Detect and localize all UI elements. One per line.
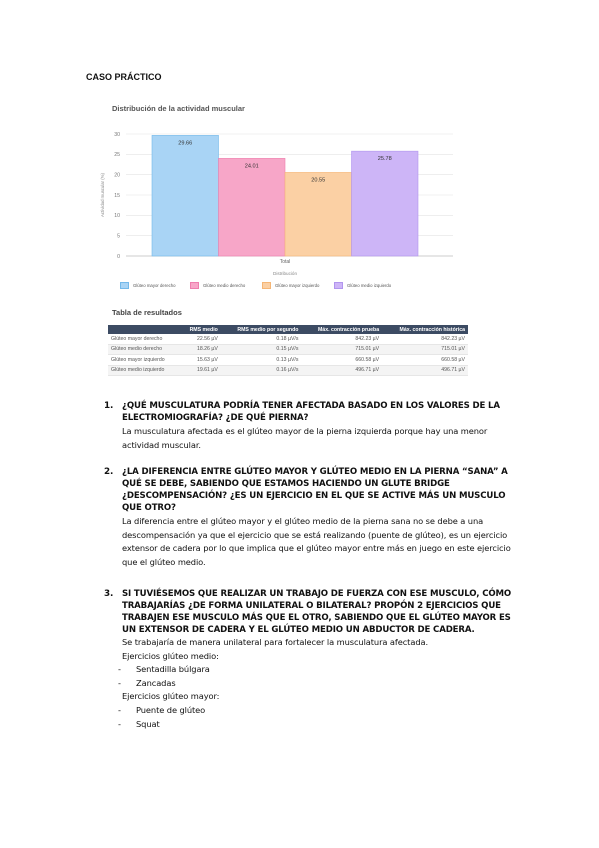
bar bbox=[152, 135, 219, 256]
bullet-dash: - bbox=[118, 677, 121, 688]
table-header-cell: Máx. contracción histórica bbox=[382, 325, 468, 334]
question-2 bbox=[104, 466, 522, 569]
legend-label: Glúteo medio derecho bbox=[203, 283, 246, 288]
bullet-dash: - bbox=[118, 664, 121, 675]
y-tick-label: 20 bbox=[114, 172, 120, 179]
legend-item bbox=[334, 282, 391, 289]
y-tick-label: 10 bbox=[114, 213, 120, 220]
table-cell: 660.58 µV bbox=[382, 355, 468, 366]
answer-text: Se trabajaría de manera unilateral para fortalecer la musculatura afectada. bbox=[122, 637, 429, 647]
table-cell: 0.15 µV/s bbox=[221, 344, 302, 355]
table-cell: 0.13 µV/s bbox=[221, 355, 302, 366]
legend-swatch bbox=[334, 282, 343, 289]
bar bbox=[352, 151, 419, 256]
bar bbox=[285, 172, 352, 256]
results-table bbox=[108, 325, 468, 376]
table-cell: 19.61 µV bbox=[180, 365, 221, 376]
question-text: ¿LA DIFERENCIA ENTRE GLÚTEO MAYOR Y GLÚTEO MEDIO EN LA PIERNA “SANA” A QUÉ SE DEBE, SABIENDO QUE ESTAMOS HACIENDO UN GLUTE BRIDGE ¿DESCOMPENSACIÓN? ¿ES UN EJERCICIO EN EL QUE SE ACTIVE MÁS UN MUSCULO QUE OTRO? bbox=[122, 467, 508, 513]
list-item bbox=[118, 677, 522, 691]
table-cell: 715.01 µV bbox=[382, 344, 468, 355]
y-tick-label: 25 bbox=[114, 152, 120, 159]
y-axis-label: Actividad muscular (%) bbox=[100, 173, 105, 217]
table-header-row bbox=[108, 325, 468, 334]
list-item-text: Sentadilla búlgara bbox=[136, 664, 210, 675]
list-item-text: Squat bbox=[136, 718, 160, 729]
table-header-cell: RMS medio bbox=[180, 325, 221, 334]
question-text: ¿QUÉ MUSCULATURA PODRÍA TENER AFECTADA BASADO EN LOS VALORES DE LA ELECTROMIOGRAFÍA? ¿DE QUÉ PIERNA? bbox=[122, 401, 500, 423]
table-header-cell: Máx. contracción prueba bbox=[301, 325, 382, 334]
answer-text: La musculatura afectada es el glúteo mayor de la pierna izquierda porque hay una menor actividad muscular. bbox=[122, 426, 488, 450]
table-header-cell bbox=[108, 325, 180, 334]
exercise-group-label: Ejercicios glúteo mayor: bbox=[122, 691, 220, 702]
bar bbox=[219, 158, 286, 256]
question-number: 1. bbox=[104, 401, 114, 411]
bar-value-label: 25.78 bbox=[377, 156, 392, 163]
bar-value-label: 24.01 bbox=[244, 163, 259, 170]
legend-label: Glúteo mayor derecho bbox=[133, 283, 176, 288]
list-item-text: Zancadas bbox=[136, 677, 176, 688]
question-3 bbox=[104, 588, 522, 731]
chart-title: Distribución de la actividad muscular bbox=[112, 104, 245, 113]
legend-item bbox=[190, 282, 245, 289]
table-cell: 15.63 µV bbox=[180, 355, 221, 366]
document-title: CASO PRÁCTICO bbox=[86, 72, 162, 82]
legend-item bbox=[120, 282, 176, 289]
x-tick-label: Total bbox=[279, 259, 291, 265]
table-cell: 842.23 µV bbox=[301, 334, 382, 344]
question-text: SI TUVIÉSEMOS QUE REALIZAR UN TRABAJO DE FUERZA CON ESE MUSCULO, CÓMO TRABAJARÍAS ¿DE FORMA UNILATERAL O BILATERAL? PROPÓN 2 EJERCICIOS QUE TRABAJEN ESE MUSCULO MÁS QUE EL OTRO, SABIENDO QUE EL GLÚTEO MAYOR ES UN EXTENSOR DE CADERA Y EL GLÚTEO MEDIO UN ABDUCTOR DE CADERA. bbox=[122, 589, 512, 635]
table-cell: 0.18 µV/s bbox=[221, 334, 302, 344]
table-row bbox=[108, 355, 468, 366]
legend-swatch bbox=[190, 282, 199, 289]
table-cell: 842.23 µV bbox=[382, 334, 468, 344]
question-1 bbox=[104, 400, 522, 452]
table-row bbox=[108, 365, 468, 376]
table-title: Tabla de resultados bbox=[112, 308, 182, 317]
table-cell: 660.58 µV bbox=[301, 355, 382, 366]
y-tick-label: 5 bbox=[117, 233, 120, 240]
y-tick-label: 15 bbox=[114, 192, 120, 199]
legend-label: Glúteo medio izquierdo bbox=[347, 283, 392, 288]
question-number: 2. bbox=[104, 467, 114, 477]
legend-swatch bbox=[120, 282, 129, 289]
bar-value-label: 20.55 bbox=[311, 177, 326, 184]
bullet-dash: - bbox=[118, 704, 121, 715]
bar-value-label: 29.66 bbox=[178, 140, 193, 147]
table-cell: 496.71 µV bbox=[301, 365, 382, 376]
y-tick-label: 0 bbox=[117, 253, 120, 260]
bar-chart bbox=[100, 126, 468, 296]
table-cell: 0.16 µV/s bbox=[221, 365, 302, 376]
table-cell: Glúteo medio izquierdo bbox=[108, 365, 180, 376]
table-cell: Glúteo mayor izquierdo bbox=[108, 355, 180, 366]
x-axis-label: Distribución bbox=[273, 271, 297, 276]
table-cell: Glúteo medio derecho bbox=[108, 344, 180, 355]
list-item bbox=[118, 704, 522, 718]
table-cell: 496.71 µV bbox=[382, 365, 468, 376]
question-number: 3. bbox=[104, 589, 114, 599]
y-tick-label: 30 bbox=[114, 131, 120, 138]
table-cell: 715.01 µV bbox=[301, 344, 382, 355]
table-row bbox=[108, 334, 468, 344]
legend-swatch bbox=[262, 282, 271, 289]
list-item bbox=[118, 663, 522, 677]
table-header-cell: RMS medio por segundo bbox=[221, 325, 302, 334]
table-cell: Glúteo mayor derecho bbox=[108, 334, 180, 344]
list-item-text: Puente de glúteo bbox=[136, 704, 206, 715]
table-cell: 18.26 µV bbox=[180, 344, 221, 355]
table-cell: 22.56 µV bbox=[180, 334, 221, 344]
table-row bbox=[108, 344, 468, 355]
list-item bbox=[118, 718, 522, 732]
legend-label: Glúteo mayor izquierdo bbox=[275, 283, 320, 288]
answer-text: La diferencia entre el glúteo mayor y el glúteo medio de la pierna sana no se debe a una descompensación ya que el ejercicio que se está realizando (puente de glúteo), es un ejercicio extensor de cadera por lo que implica que el glúteo mayor entre más en juego en este ejercicio que el glúteo medio. bbox=[122, 516, 511, 567]
exercise-group-label: Ejercicios glúteo medio: bbox=[122, 650, 219, 661]
bullet-dash: - bbox=[118, 718, 121, 729]
legend-item bbox=[262, 282, 319, 289]
